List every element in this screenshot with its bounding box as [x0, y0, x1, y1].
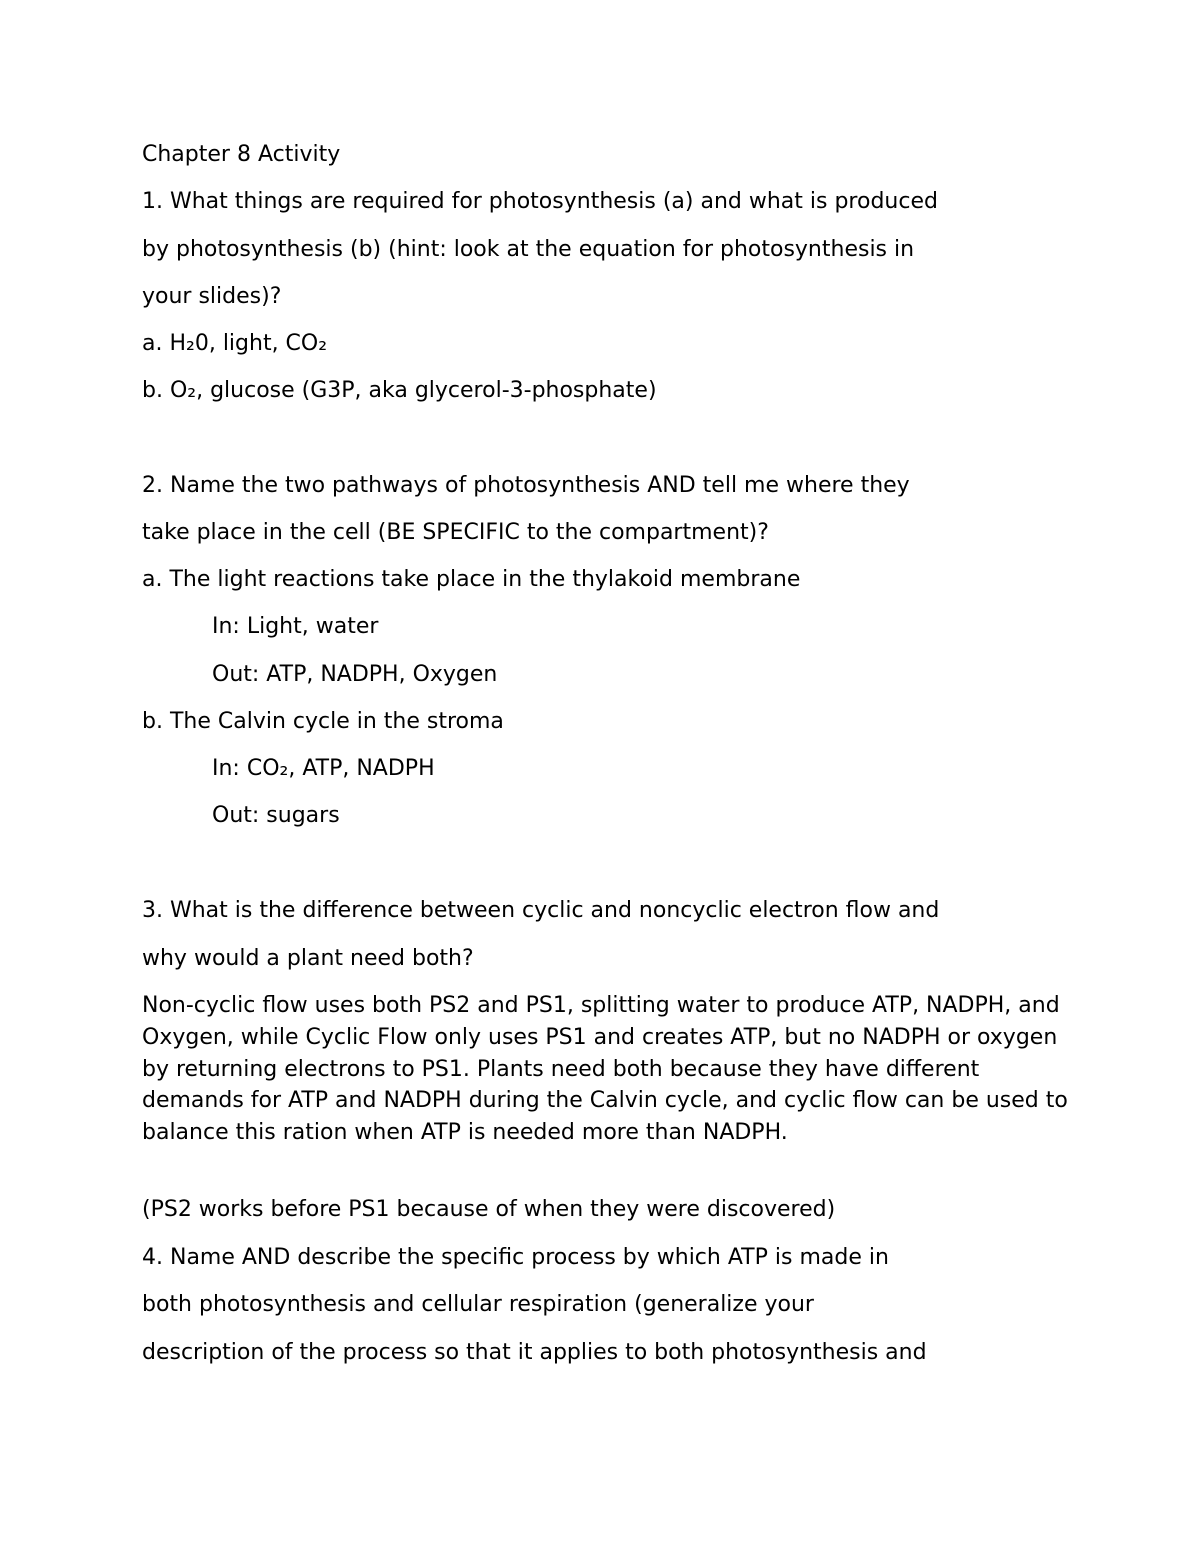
question-1-answer-b: b. O₂, glucose (G3P, aka glycerol-3-phosphate): [142, 378, 657, 403]
question-3-note: (PS2 works before PS1 because of when they were discovered): [142, 1197, 836, 1222]
question-4-line-2: both photosynthesis and cellular respiration (generalize your: [142, 1292, 814, 1317]
question-4-line-3: description of the process so that it applies to both photosynthesis and: [142, 1340, 927, 1365]
question-2-answer-b: b. The Calvin cycle in the stroma: [142, 709, 504, 734]
question-1-line-2: by photosynthesis (b) (hint: look at the equation for photosynthesis in: [142, 237, 915, 262]
question-1-line-3: your slides)?: [142, 284, 282, 309]
question-2-line-2: take place in the cell (BE SPECIFIC to the compartment)?: [142, 520, 769, 545]
question-3-answer: Non-cyclic flow uses both PS2 and PS1, splitting water to produce ATP, NADPH, and Oxygen, while Cyclic Flow only uses PS1 and creates ATP, but no NADPH or oxygen by returning electrons to PS1. Plants need both because they have different demands for ATP and NADPH during the Calvin cycle, and cyclic flow can be used to balance this ration when ATP is needed more than NADPH.: [142, 993, 1068, 1146]
question-2-line-1: 2. Name the two pathways of photosynthesis AND tell me where they: [142, 473, 910, 498]
page-title: Chapter 8 Activity: [142, 142, 341, 167]
question-1-line-1: 1. What things are required for photosynthesis (a) and what is produced: [142, 189, 938, 214]
question-2-answer-a-out: Out: ATP, NADPH, Oxygen: [212, 662, 498, 687]
question-2-answer-b-in: In: CO₂, ATP, NADPH: [212, 756, 435, 781]
question-3-line-2: why would a plant need both?: [142, 946, 474, 971]
question-3-line-1: 3. What is the difference between cyclic and noncyclic electron flow and: [142, 898, 940, 923]
question-4-line-1: 4. Name AND describe the specific process by which ATP is made in: [142, 1245, 889, 1270]
question-2-answer-b-out: Out: sugars: [212, 803, 340, 828]
question-2-answer-a: a. The light reactions take place in the thylakoid membrane: [142, 567, 801, 592]
question-1-answer-a: a. H₂0, light, CO₂: [142, 331, 328, 356]
question-2-answer-a-in: In: Light, water: [212, 614, 379, 639]
